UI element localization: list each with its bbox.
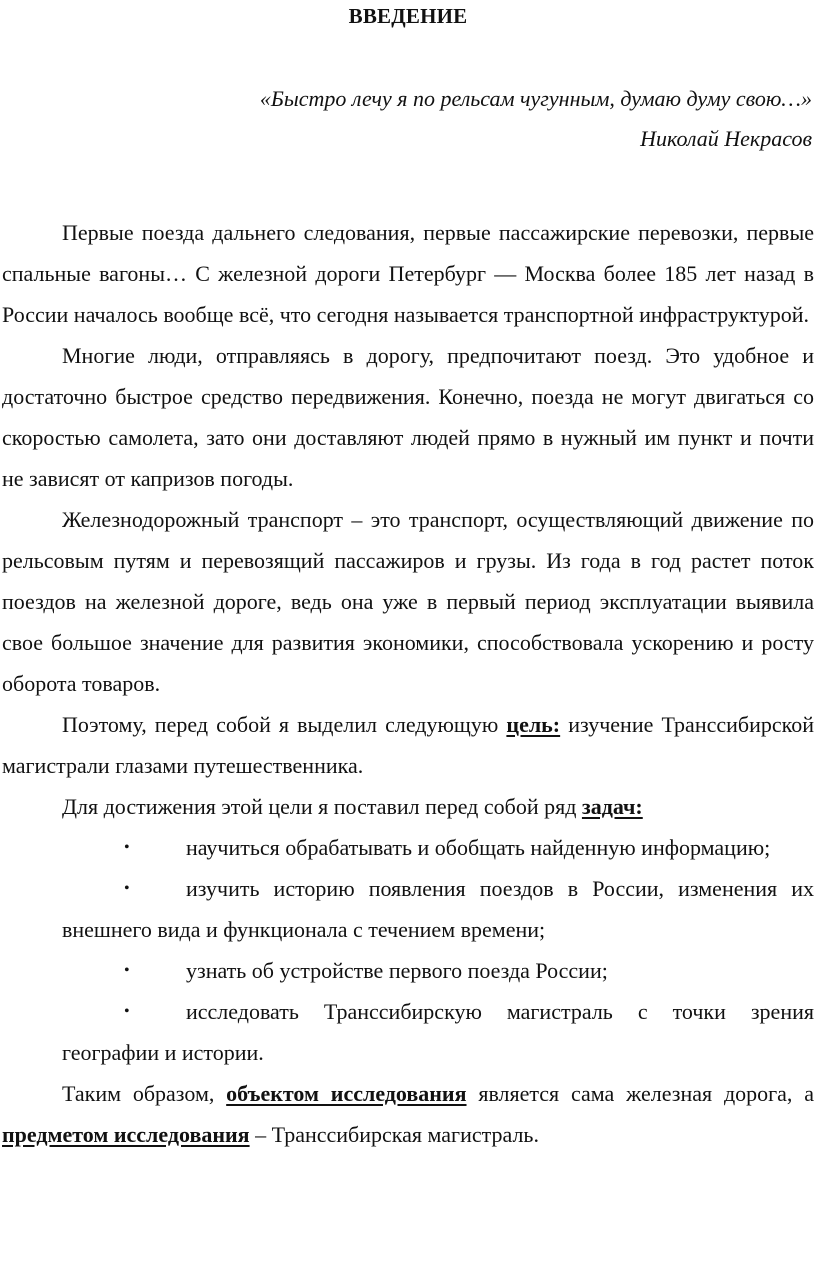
bullet-icon: • bbox=[124, 880, 130, 897]
tasks-keyword: задач: bbox=[581, 794, 643, 819]
subject-of-research-label: предметом исследования bbox=[2, 1122, 250, 1147]
paragraph-railway-definition: Железнодорожный транспорт – это транспорт, осуществляющий движение по рельсовым путям и перевозящий пассажиров и грузы. Из года в год растет поток поездов на железной дороге, ведь она уже в первый период эксплуатации выявила свое большое значение для развития экономики, способствовала ускорению и росту оборота товаров. bbox=[2, 507, 814, 696]
page-title: ВВЕДЕНИЕ bbox=[348, 4, 468, 28]
task-text: исследовать Транссибирскую магистраль с точки зрения географии и истории. bbox=[62, 999, 814, 1065]
conclusion-part2: является сама железная дорога, а bbox=[466, 1081, 814, 1106]
list-item bbox=[2, 950, 814, 991]
bullet-icon: • bbox=[124, 1003, 130, 1020]
epigraph-quote: «Быстро лечу я по рельсам чугунным, думаю думу свою…» bbox=[259, 86, 812, 111]
object-of-research-label: объектом исследования bbox=[226, 1081, 467, 1106]
paragraph-conclusion bbox=[2, 1073, 814, 1155]
conclusion-part3: – Транссибирская магистраль. bbox=[249, 1122, 539, 1147]
body-text bbox=[2, 212, 814, 1155]
paragraph-goal bbox=[2, 704, 814, 786]
goal-text-before: Поэтому, перед собой я выделил следующую bbox=[62, 712, 507, 737]
list-item bbox=[2, 868, 814, 950]
epigraph-author: Николай Некрасов bbox=[640, 126, 812, 151]
tasks-intro-text: Для достижения этой цели я поставил перед собой ряд bbox=[62, 794, 582, 819]
tasks-list bbox=[2, 827, 814, 1073]
paragraph-intro: Первые поезда дальнего следования, первые пассажирские перевозки, первые спальные вагоны… С железной дороги Петербург — Москва более 185 лет назад в России началось вообще всё, что сегодня называется транспортной инфраструктурой. bbox=[2, 220, 814, 327]
paragraph-tasks-intro bbox=[2, 786, 814, 827]
goal-text-after: изучение Транссибирской магистрали глазами путешественника. bbox=[2, 712, 814, 778]
task-text: научиться обрабатывать и обобщать найденную информацию; bbox=[186, 835, 771, 860]
list-item bbox=[2, 827, 814, 868]
list-item bbox=[2, 991, 814, 1073]
bullet-icon: • bbox=[124, 839, 130, 856]
conclusion-part1: Таким образом, bbox=[62, 1081, 227, 1106]
task-text: изучить историю появления поездов в России, изменения их внешнего вида и функционала с течением времени; bbox=[62, 876, 814, 942]
paragraph-trains: Многие люди, отправляясь в дорогу, предпочитают поезд. Это удобное и достаточно быстрое средство передвижения. Конечно, поезда не могут двигаться со скоростью самолета, зато они доставляют людей прямо в нужный им пункт и почти не зависят от капризов погоды. bbox=[2, 343, 814, 491]
goal-keyword: цель: bbox=[506, 712, 561, 737]
task-text: узнать об устройстве первого поезда России; bbox=[186, 958, 608, 983]
bullet-icon: • bbox=[124, 962, 130, 979]
